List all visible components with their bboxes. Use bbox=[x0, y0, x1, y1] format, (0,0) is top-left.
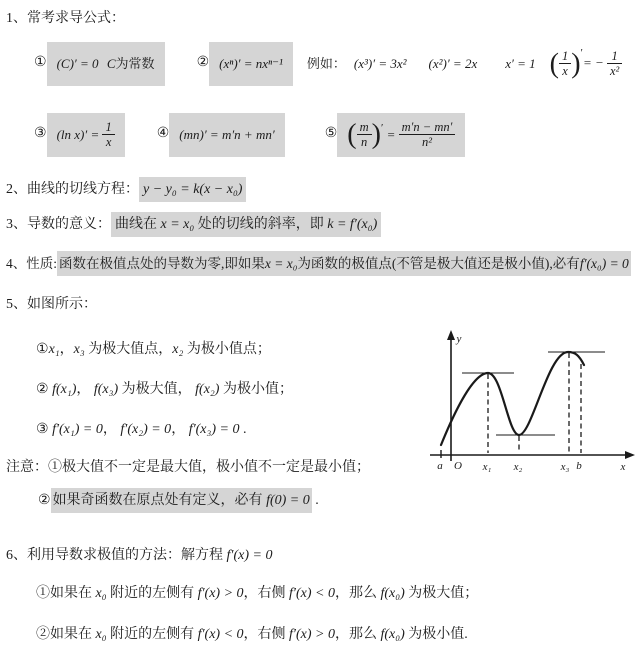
fraction bbox=[102, 120, 114, 150]
text-segment: . bbox=[239, 421, 247, 437]
math-segment: f(x₂) bbox=[195, 381, 220, 397]
math-segment: x₀ bbox=[95, 586, 107, 602]
example-cube: (x³)′ = 3x² bbox=[353, 56, 407, 72]
math-segment: f′(x) > 0 bbox=[197, 586, 244, 602]
section4-line bbox=[6, 255, 640, 273]
fraction-numerator: 1 bbox=[607, 49, 622, 64]
text-segment: 附近的左侧有 bbox=[106, 586, 198, 602]
section4-label: 4、性质: bbox=[6, 255, 58, 271]
formula-box-constant bbox=[47, 42, 165, 86]
section2-line bbox=[6, 181, 640, 200]
text-segment: 为极大值点， bbox=[84, 341, 173, 357]
item-number-2: ② bbox=[196, 55, 210, 71]
item-number-5: ⑤ bbox=[324, 126, 338, 142]
prime-mark: ′ bbox=[580, 46, 583, 59]
formula-row-2 bbox=[34, 113, 640, 157]
section3-label: 3、导数的意义： bbox=[6, 216, 111, 232]
section3-line bbox=[6, 216, 640, 235]
point-b-label: b bbox=[576, 460, 582, 472]
y-axis-label: y bbox=[456, 333, 462, 345]
text-segment: 为极小值. bbox=[404, 627, 468, 643]
math-segment: f′(x) > 0 bbox=[289, 627, 335, 643]
text-segment: 为极大值； bbox=[404, 586, 479, 602]
left-paren: ( bbox=[549, 48, 559, 80]
point-x3-label: x₃ bbox=[560, 461, 570, 473]
right-paren: ) bbox=[571, 48, 581, 80]
formula-box-product bbox=[169, 113, 284, 157]
math-segment: f(x₀) bbox=[380, 586, 405, 602]
text-segment: ②如果在 bbox=[36, 627, 96, 643]
item-number: ② bbox=[38, 493, 51, 509]
fraction-denominator: n bbox=[360, 135, 368, 150]
example-square: (x²)′ = 2x bbox=[428, 56, 478, 72]
formula-row-1 bbox=[34, 42, 640, 86]
y-axis-arrow bbox=[447, 330, 455, 340]
text-segment: 为极大值， bbox=[118, 381, 196, 397]
fraction-denominator: x² bbox=[609, 64, 620, 79]
function-curve bbox=[441, 352, 584, 445]
fraction bbox=[607, 49, 622, 79]
text-segment: 如果奇函数在原点处有定义，必有 bbox=[52, 493, 267, 509]
text-segment: 曲线在 bbox=[115, 216, 161, 232]
formula-power: (xⁿ)′ = nxⁿ⁻¹ bbox=[219, 56, 283, 72]
section6-label: 6、利用导数求极值的方法：解方程 bbox=[6, 548, 227, 564]
constant-note: 为常数 bbox=[115, 56, 155, 72]
text-segment: ，那么 bbox=[334, 586, 381, 602]
note-line-2 bbox=[38, 492, 640, 511]
formula-log-left: (ln x)′ = bbox=[56, 127, 100, 143]
point-x2-label: x₂ bbox=[513, 461, 523, 473]
formula-box-log bbox=[47, 113, 125, 157]
text-segment: 附近的左侧有 bbox=[106, 627, 198, 643]
point-x1-label: x₁ bbox=[482, 461, 492, 473]
item-number: ① bbox=[36, 341, 49, 357]
math-segment: f′(x) < 0 bbox=[197, 627, 244, 643]
formula-box-quotient bbox=[337, 113, 465, 157]
fraction-numerator: 1 bbox=[559, 49, 571, 64]
tangent-equation: y − y₀ = k(x − x₀) bbox=[139, 177, 246, 202]
example-linear: x′ = 1 bbox=[505, 56, 536, 72]
formula-box-power bbox=[209, 42, 293, 86]
fraction-numerator: m′n − mn′ bbox=[399, 120, 456, 135]
fraction-numerator: 1 bbox=[102, 120, 114, 135]
fraction-denominator: x bbox=[105, 135, 112, 150]
text-segment: 为极小值； bbox=[219, 381, 293, 397]
point-a-label: a bbox=[437, 460, 443, 472]
text-segment: 处的切线的斜率，即 bbox=[194, 216, 328, 232]
math-segment: f(0) = 0 bbox=[266, 493, 310, 509]
left-paren: ( bbox=[347, 119, 357, 151]
fraction bbox=[399, 120, 456, 150]
section2-label: 2、曲线的切线方程： bbox=[6, 181, 139, 197]
math-segment: f′(x₃) = 0 bbox=[188, 421, 240, 437]
text-segment: ，右侧 bbox=[243, 586, 290, 602]
math-segment: x₁ bbox=[48, 341, 60, 357]
method-item-1 bbox=[36, 585, 640, 604]
examples-label: 例如： bbox=[306, 56, 346, 72]
text-segment: . bbox=[311, 493, 319, 509]
math-segment: x = x₀ bbox=[160, 216, 195, 232]
example-reciprocal bbox=[549, 46, 623, 80]
item-number: ② bbox=[36, 381, 53, 397]
section1-heading bbox=[6, 10, 640, 29]
equals-sign: = bbox=[386, 127, 396, 143]
math-segment: f′(x₂) = 0 bbox=[120, 421, 172, 437]
function-graph bbox=[426, 328, 638, 476]
section1-title: 1、常考求导公式： bbox=[6, 11, 125, 26]
item-number-3: ③ bbox=[34, 126, 47, 142]
math-segment: f(x₀) bbox=[380, 627, 405, 643]
extremum-property bbox=[57, 251, 631, 276]
math-segment: f(x₃) bbox=[93, 381, 119, 397]
fraction-numerator: m bbox=[357, 120, 372, 135]
right-paren: ) bbox=[371, 119, 381, 151]
x-axis-arrow bbox=[625, 451, 635, 459]
text-segment: 为极小值点； bbox=[183, 341, 271, 357]
math-segment: f(x₁) bbox=[52, 381, 77, 397]
fraction bbox=[559, 49, 571, 79]
math-segment: x₃ bbox=[73, 341, 85, 357]
text-segment: 为函数的极值点(不管是极大值还是极小值),必有 bbox=[297, 255, 580, 271]
equals-minus: = − bbox=[582, 54, 604, 70]
text-segment: ， bbox=[59, 341, 74, 357]
section6-heading bbox=[6, 547, 640, 566]
math-segment: x₂ bbox=[172, 341, 184, 357]
derivative-meaning bbox=[111, 212, 381, 237]
text-segment: 函数在极值点处的导数为零,即如果 bbox=[59, 255, 265, 271]
text-segment: ，右侧 bbox=[243, 627, 290, 643]
item-number: ③ bbox=[36, 421, 53, 437]
constant-var: C bbox=[106, 56, 116, 72]
math-segment: f′(x₁) = 0 bbox=[52, 421, 103, 437]
item-number-1: ① bbox=[34, 55, 47, 71]
fraction-denominator: x bbox=[562, 64, 568, 79]
text-segment: ，那么 bbox=[334, 627, 381, 643]
method-item-2 bbox=[36, 626, 640, 645]
math-segment: k = f′(x₀) bbox=[327, 216, 378, 232]
math-segment: f′(x₀) = 0 bbox=[579, 255, 629, 271]
math-segment: x = x₀ bbox=[264, 255, 298, 271]
origin-label: O bbox=[454, 460, 462, 472]
item-number-4: ④ bbox=[156, 126, 170, 142]
text-segment: ①如果在 bbox=[36, 586, 96, 602]
math-segment: x₀ bbox=[95, 627, 107, 643]
section5-heading bbox=[6, 296, 640, 315]
formula-product: (mn)′ = m′n + mn′ bbox=[179, 127, 275, 143]
prime-mark: ′ bbox=[380, 122, 384, 135]
fraction-denominator: n² bbox=[421, 135, 432, 150]
section5-title: 5、如图所示： bbox=[6, 296, 97, 312]
formula-constant: (C)′ = 0 bbox=[56, 56, 99, 72]
x-axis-label: x bbox=[620, 461, 626, 473]
text-segment: ， bbox=[102, 421, 121, 437]
fraction bbox=[357, 120, 372, 150]
text-segment: ， bbox=[76, 381, 94, 397]
note1-text: 注意：①极大值不一定是最大值，极小值不一定是最小值； bbox=[6, 460, 370, 476]
odd-function-note bbox=[51, 488, 312, 513]
solve-equation: f′(x) = 0 bbox=[226, 548, 273, 564]
text-segment: ， bbox=[171, 421, 189, 437]
math-segment: f′(x) < 0 bbox=[289, 586, 335, 602]
